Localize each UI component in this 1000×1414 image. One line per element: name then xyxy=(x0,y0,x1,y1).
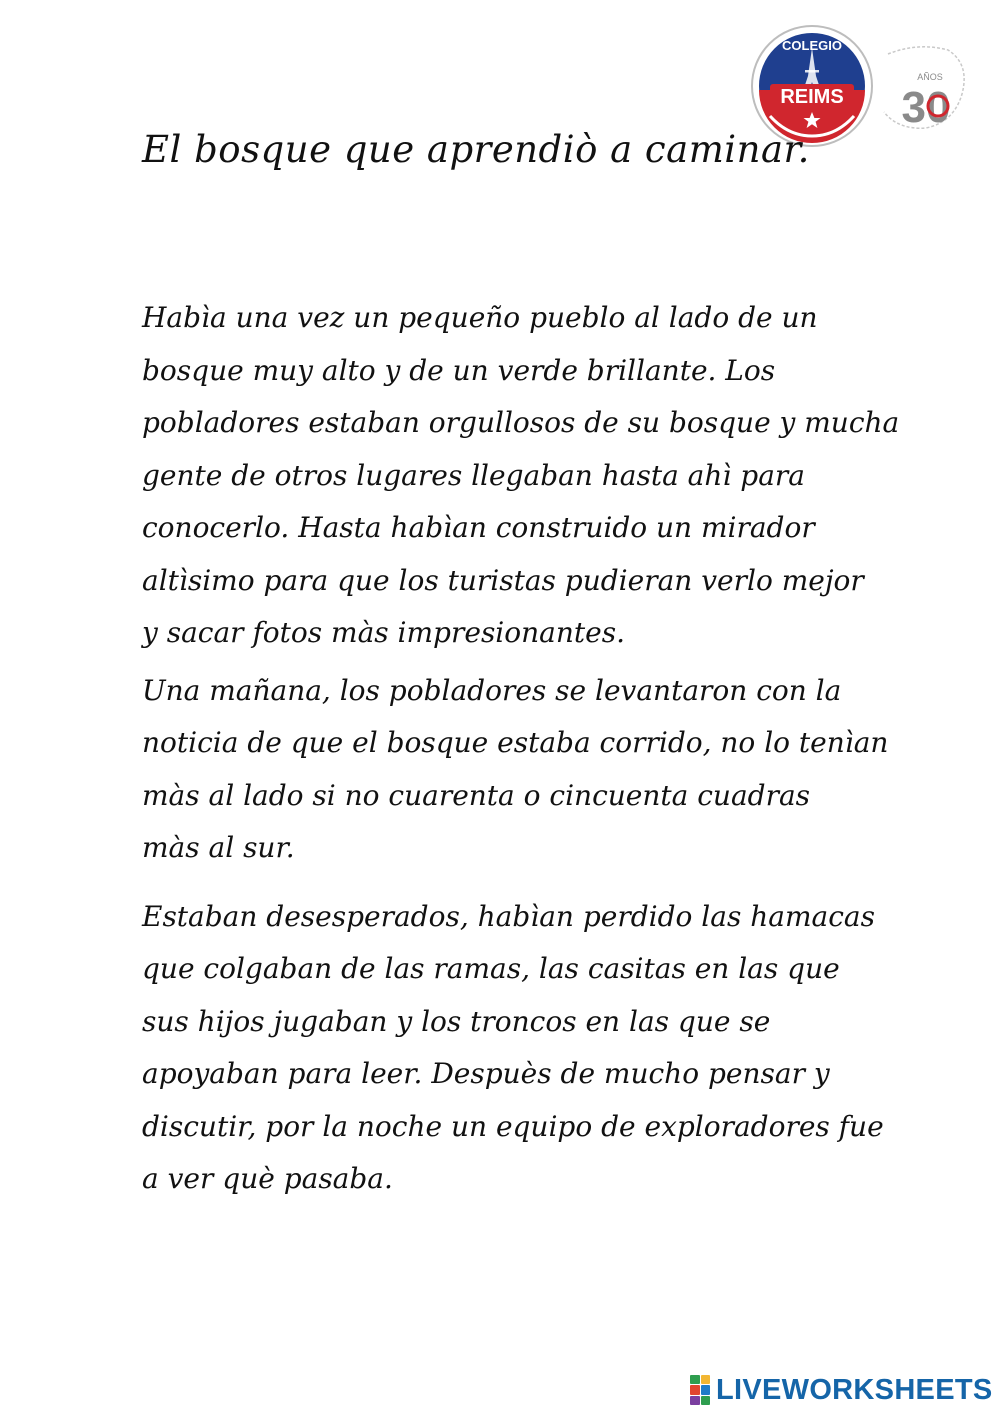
badge-square xyxy=(690,1396,700,1405)
story-body xyxy=(142,292,900,1206)
text-line: altìsimo para que los turistas pudieran verlo mejor xyxy=(142,563,864,597)
brand-text: LIVEWORKSHEETS xyxy=(716,1373,993,1406)
text-line: noticia de que el bosque estaba corrido, no lo tenìan xyxy=(142,726,889,759)
liveworksheets-brand xyxy=(690,1372,993,1408)
text-line: a ver què pasaba. xyxy=(142,1162,393,1195)
logo-school-word: COLEGIO xyxy=(782,38,842,53)
text-line: que colgaban de las ramas, las casitas en las que xyxy=(142,952,840,985)
logo-anniversary-word: AÑOS xyxy=(917,72,943,82)
text-line: pobladores estaban orgullosos de su bosque y mucha xyxy=(142,406,900,439)
paragraph-3 xyxy=(142,891,882,1206)
text-line: conocerlo. Hasta habìan construido un mirador xyxy=(142,511,815,544)
badge-square xyxy=(701,1375,711,1384)
logo-school-name: REIMS xyxy=(780,86,844,108)
text-line: y sacar fotos màs impresionantes. xyxy=(142,616,625,649)
text-line: sus hijos jugaban y los troncos en las que se xyxy=(142,1004,771,1038)
text-line: màs al sur. xyxy=(142,831,295,864)
badge-square xyxy=(690,1385,700,1394)
badge-square xyxy=(690,1375,700,1384)
paragraph-1 xyxy=(142,292,900,660)
logo-anniversary-number: 30 xyxy=(901,83,951,132)
text-line: discutir, por la noche un equipo de exploradores fue xyxy=(142,1109,884,1143)
document-title: El bosque que aprendiò a caminar. xyxy=(142,128,810,171)
text-line: Una mañana, los pobladores se levantaron con la xyxy=(142,673,842,707)
text-line: apoyaban para leer. Despuès de mucho pensar y xyxy=(142,1057,830,1090)
badge-square xyxy=(701,1396,711,1405)
text-line: bosque muy alto y de un verde brillante. Los xyxy=(142,353,776,387)
paragraph-2 xyxy=(142,665,889,875)
text-line: gente de otros lugares llegaban hasta ahì para xyxy=(142,458,805,492)
text-line: Estaban desesperados, habìan perdido las hamacas xyxy=(142,899,875,933)
text-line: Habìa una vez un pequeño pueblo al lado de un xyxy=(142,301,818,334)
text-line: màs al lado si no cuarenta o cincuenta cuadras xyxy=(142,778,811,812)
badge-square xyxy=(701,1385,711,1394)
liveworksheets-logo-icon xyxy=(690,1375,710,1405)
